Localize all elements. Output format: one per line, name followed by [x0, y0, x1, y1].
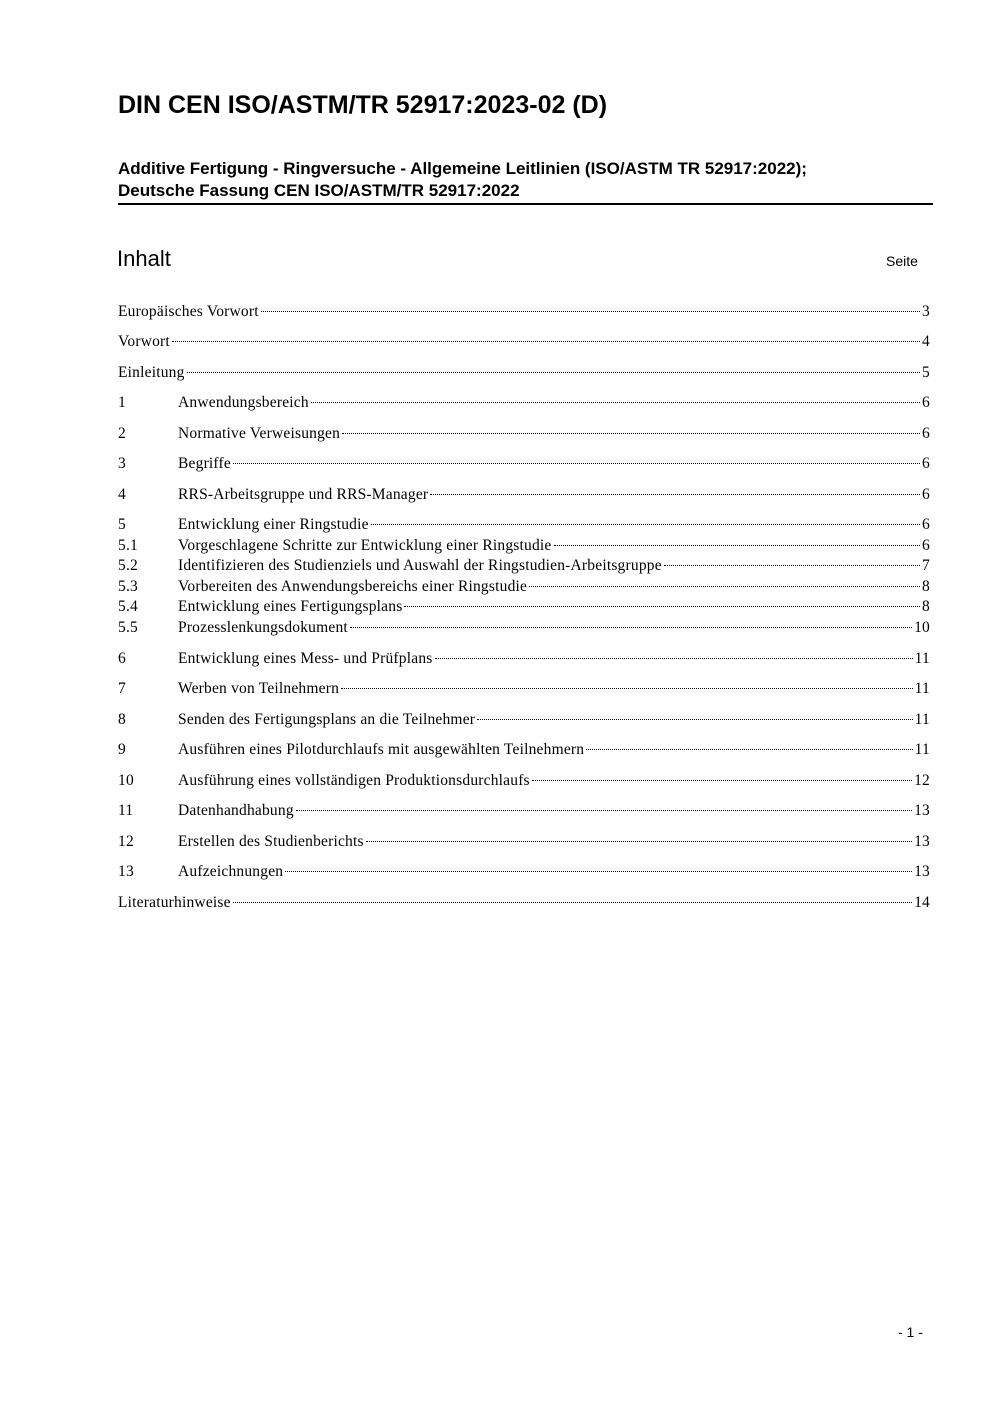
toc-entry-label: Ausführung eines vollständigen Produktionsdurchlaufs — [178, 772, 530, 789]
toc-entry-number: 1 — [118, 394, 126, 411]
toc-entry-label: Entwicklung einer Ringstudie — [178, 516, 369, 533]
toc-entry-number: 5.3 — [118, 578, 138, 595]
toc-entry-label: Anwendungsbereich — [178, 394, 309, 411]
toc-entry[interactable] — [118, 893, 930, 913]
dot-leader — [366, 841, 912, 842]
page-number: - 1 - — [898, 1324, 923, 1340]
toc-entry-label: Vorbereiten des Anwendungsbereichs einer Ringstudie — [178, 578, 528, 595]
toc-entry-page: 6 — [922, 425, 930, 442]
toc-entry-page: 13 — [914, 833, 930, 850]
toc-entry-page: 7 — [922, 557, 930, 574]
toc-entry-number: 7 — [118, 680, 126, 697]
toc-entry-page: 11 — [914, 650, 930, 667]
dot-leader — [435, 658, 913, 659]
toc-entry[interactable] — [118, 618, 930, 638]
toc-entry-number: 5.5 — [118, 619, 138, 636]
subtitle-line-2: Deutsche Fassung CEN ISO/ASTM/TR 52917:2022 — [118, 181, 520, 200]
toc-entry[interactable] — [118, 740, 930, 760]
toc-entry-page: 13 — [914, 802, 930, 819]
toc-entry-page: 6 — [922, 486, 930, 503]
dot-leader — [532, 780, 912, 781]
toc-entry-label: Erstellen des Studienberichts — [178, 833, 364, 850]
toc-entry-label: Datenhandhabung — [178, 802, 294, 819]
toc-entry-page: 14 — [914, 894, 930, 911]
toc-entry-page: 6 — [922, 455, 930, 472]
dot-leader — [233, 902, 912, 903]
dot-leader — [296, 810, 912, 811]
toc-entry-number: 12 — [118, 833, 134, 850]
dot-leader — [233, 463, 920, 464]
toc-entry-number: 10 — [118, 772, 134, 789]
dot-leader — [477, 719, 913, 720]
toc-entry[interactable] — [118, 597, 930, 617]
toc-entry-number: 9 — [118, 741, 126, 758]
toc-entry[interactable] — [118, 771, 930, 791]
toc-entry-label: RRS-Arbeitsgruppe und RRS-Manager — [178, 486, 429, 503]
toc-entry[interactable] — [118, 710, 930, 730]
toc-entry-label: Einleitung — [118, 364, 185, 381]
toc-entry-page: 4 — [922, 333, 930, 350]
toc-entry-page: 6 — [922, 516, 930, 533]
toc-entry-page: 11 — [914, 711, 930, 728]
dot-leader — [285, 871, 912, 872]
toc-entry[interactable] — [118, 862, 930, 882]
toc-entry[interactable] — [118, 515, 930, 535]
toc-entry[interactable] — [118, 454, 930, 474]
toc-entry-number: 3 — [118, 455, 126, 472]
toc-entry-number: 11 — [118, 802, 134, 819]
toc-entry-number: 8 — [118, 711, 126, 728]
toc-entry-page: 11 — [914, 741, 930, 758]
toc-entry[interactable] — [118, 393, 930, 413]
toc-entry-page: 3 — [922, 303, 930, 320]
toc-entry[interactable] — [118, 577, 930, 597]
toc-entry-page: 6 — [922, 394, 930, 411]
dot-leader — [311, 402, 920, 403]
toc-entry-label: Identifizieren des Studienziels und Auswahl der Ringstudien-Arbeitsgruppe — [178, 557, 662, 574]
dot-leader — [187, 372, 920, 373]
toc-entry-label: Literaturhinweise — [118, 894, 231, 911]
toc-entry-label: Prozesslenkungsdokument — [178, 619, 348, 636]
toc-entry-label: Vorwort — [118, 333, 170, 350]
document-title: DIN CEN ISO/ASTM/TR 52917:2023-02 (D) — [118, 91, 608, 119]
toc-entry-label: Europäisches Vorwort — [118, 303, 259, 320]
toc-entry-page: 13 — [914, 863, 930, 880]
toc-entry-number: 2 — [118, 425, 126, 442]
toc-entry-label: Begriffe — [178, 455, 231, 472]
dot-leader — [586, 749, 912, 750]
toc-entry-page: 8 — [922, 598, 930, 615]
dot-leader — [172, 341, 920, 342]
toc-entry-label: Entwicklung eines Mess- und Prüfplans — [178, 650, 433, 667]
toc-entry-number: 5 — [118, 516, 126, 533]
dot-leader — [430, 494, 920, 495]
toc-entry[interactable] — [118, 801, 930, 821]
toc-entry-number: 13 — [118, 863, 134, 880]
subtitle-line-1: Additive Fertigung - Ringversuche - Allgemeine Leitlinien (ISO/ASTM TR 52917:2022); — [118, 159, 807, 178]
toc-entry-page: 5 — [922, 364, 930, 381]
toc-heading: Inhalt — [117, 246, 171, 271]
dot-leader — [404, 606, 920, 607]
toc-entry[interactable] — [118, 424, 930, 444]
toc-entry-label: Normative Verweisungen — [178, 425, 341, 442]
toc-entry[interactable] — [118, 536, 930, 556]
toc-entry[interactable] — [118, 332, 930, 352]
document-subtitle — [118, 158, 933, 205]
toc-entry[interactable] — [118, 485, 930, 505]
toc-entry-page: 12 — [914, 772, 930, 789]
dot-leader — [350, 627, 912, 628]
toc-entry-page: 10 — [914, 619, 930, 636]
toc-page-column-label: Seite — [886, 253, 918, 269]
toc-entry[interactable] — [118, 363, 930, 383]
toc-entry-number: 5.2 — [118, 557, 138, 574]
toc-entry-label: Vorgeschlagene Schritte zur Entwicklung einer Ringstudie — [178, 537, 552, 554]
dot-leader — [261, 311, 920, 312]
toc-entry[interactable] — [118, 832, 930, 852]
dot-leader — [341, 688, 913, 689]
toc-entry-page: 8 — [922, 578, 930, 595]
toc-entry-label: Senden des Fertigungsplans an die Teilnehmer — [178, 711, 476, 728]
toc-entry-label: Ausführen eines Pilotdurchlaufs mit ausgewählten Teilnehmern — [178, 741, 585, 758]
toc-entry[interactable] — [118, 649, 930, 669]
toc-entry-number: 4 — [118, 486, 126, 503]
toc-entry[interactable] — [118, 302, 930, 322]
dot-leader — [554, 545, 921, 546]
toc-entry[interactable] — [118, 679, 930, 699]
toc-entry-number: 5.4 — [118, 598, 138, 615]
toc-entry-number: 6 — [118, 650, 126, 667]
dot-leader — [529, 586, 920, 587]
toc-entry-number: 5.1 — [118, 537, 138, 554]
toc-entry-label: Entwicklung eines Fertigungsplans — [178, 598, 403, 615]
toc-entry-label: Aufzeichnungen — [178, 863, 284, 880]
dot-leader — [342, 433, 920, 434]
toc-entry[interactable] — [118, 556, 930, 576]
dot-leader — [371, 524, 920, 525]
dot-leader — [664, 565, 920, 566]
toc-entry-page: 11 — [914, 680, 930, 697]
toc-entry-page: 6 — [922, 537, 930, 554]
toc-entry-label: Werben von Teilnehmern — [178, 680, 340, 697]
